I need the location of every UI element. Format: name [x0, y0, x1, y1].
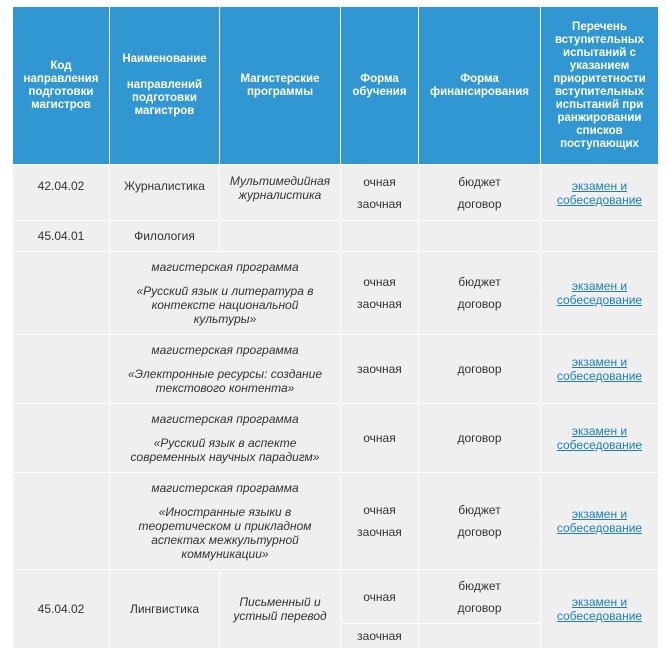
table-row-program	[13, 404, 659, 473]
exam-link[interactable]: экзамен и собеседование	[556, 178, 643, 207]
funding-contract: договор	[457, 525, 502, 539]
funding-cell	[419, 404, 541, 473]
study-form-part: заочная	[357, 362, 402, 376]
study-form-part: заочная	[357, 629, 402, 643]
header-name-part2: направлений подготовки магистров	[126, 79, 203, 117]
name-cell: Лингвистика	[110, 570, 220, 649]
funding-budget: бюджет	[458, 275, 501, 289]
program-label: магистерская программа	[151, 343, 299, 357]
program-label: магистерская программа	[151, 481, 299, 495]
header-study-form: Форма обучения	[341, 7, 419, 165]
funding-contract: договор	[457, 431, 502, 445]
funding-cell	[419, 252, 541, 335]
program-cell	[110, 404, 341, 473]
exam-link[interactable]: экзамен и собеседование	[556, 279, 643, 307]
table-row-program	[13, 473, 659, 570]
program-label: магистерская программа	[151, 260, 299, 274]
exam-link[interactable]: экзамен и собеседование	[556, 424, 643, 452]
exam-link[interactable]: экзамен и собеседование	[556, 595, 643, 623]
program-cell	[110, 335, 341, 404]
table-row-program	[13, 335, 659, 404]
study-form-full: очная	[363, 431, 396, 445]
program-cell	[110, 252, 341, 335]
exam-cell	[541, 165, 659, 221]
code-cell	[13, 404, 110, 473]
exam-cell	[541, 473, 659, 570]
header-programs: Магистерские программы	[220, 7, 341, 165]
funding-cell	[419, 165, 541, 221]
table-row-journalism	[13, 165, 659, 221]
name-cell: Журналистика	[110, 165, 220, 221]
study-form-part: заочная	[357, 196, 402, 211]
program-title: «Иностранные языки в теоретическом и прикладном аспектах межкультурной коммуникации»	[138, 505, 312, 561]
study-form-cell	[341, 252, 419, 335]
code-cell: 45.04.01	[13, 221, 110, 252]
code-cell	[13, 473, 110, 570]
program-cell: Письменный и устный перевод	[220, 570, 341, 649]
funding-contract: договор	[457, 196, 502, 211]
study-form-part: заочная	[357, 297, 402, 311]
funding-budget: бюджет	[458, 503, 501, 517]
code-cell	[13, 335, 110, 404]
name-cell: Филология	[110, 221, 220, 252]
program-cell	[110, 473, 341, 570]
exam-cell	[541, 335, 659, 404]
study-form-cell	[341, 624, 419, 649]
study-form-part: заочная	[357, 525, 402, 539]
funding-contract: договор	[457, 362, 502, 376]
study-form-full: очная	[363, 174, 396, 189]
exam-cell	[541, 404, 659, 473]
study-form-full: очная	[363, 275, 396, 289]
exam-cell	[541, 221, 659, 252]
study-form-cell	[341, 335, 419, 404]
header-code: Код направления подготовки магистров	[13, 7, 110, 165]
admissions-table	[12, 6, 659, 649]
exam-cell	[541, 252, 659, 335]
study-form-full: очная	[363, 503, 396, 517]
code-cell: 42.04.02	[13, 165, 110, 221]
funding-cell	[419, 570, 541, 624]
table-row-linguistics	[13, 570, 659, 624]
funding-contract: договор	[457, 600, 502, 615]
study-form-cell	[341, 404, 419, 473]
funding-cell	[419, 624, 541, 649]
program-cell	[220, 221, 341, 252]
study-form-cell	[341, 473, 419, 570]
study-form-full: очная	[363, 589, 396, 604]
header-name-part1: Наименование	[122, 53, 207, 65]
funding-cell	[419, 335, 541, 404]
study-form-cell	[341, 221, 419, 252]
header-funding: Форма финансирования	[419, 7, 541, 165]
program-title: «Русский язык в аспекте современных научных парадигм»	[130, 436, 320, 464]
program-title: «Электронные ресурсы: создание текстового контента»	[128, 367, 322, 395]
header-exams: Перечень вступительных испытаний с указанием приоритетности вступительных испытаний при ранжировании списков поступающих	[541, 7, 659, 165]
funding-cell	[419, 221, 541, 252]
exam-link[interactable]: экзамен и собеседование	[556, 507, 643, 535]
code-cell: 45.04.02	[13, 570, 110, 649]
funding-budget: бюджет	[458, 578, 501, 593]
exam-link[interactable]: экзамен и собеседование	[556, 355, 643, 383]
table-row-philology	[13, 221, 659, 252]
program-label: магистерская программа	[151, 412, 299, 426]
funding-budget: бюджет	[458, 174, 501, 189]
funding-contract: договор	[457, 297, 502, 311]
exam-cell	[541, 570, 659, 649]
program-title: «Русский язык и литература в контексте национальной культуры»	[136, 284, 314, 326]
code-cell	[13, 252, 110, 335]
study-form-cell	[341, 165, 419, 221]
table-row-program	[13, 252, 659, 335]
study-form-cell	[341, 570, 419, 624]
header-row	[13, 7, 659, 165]
header-name	[110, 7, 220, 165]
program-cell: Мультимедийная журналистика	[220, 165, 341, 221]
funding-cell	[419, 473, 541, 570]
